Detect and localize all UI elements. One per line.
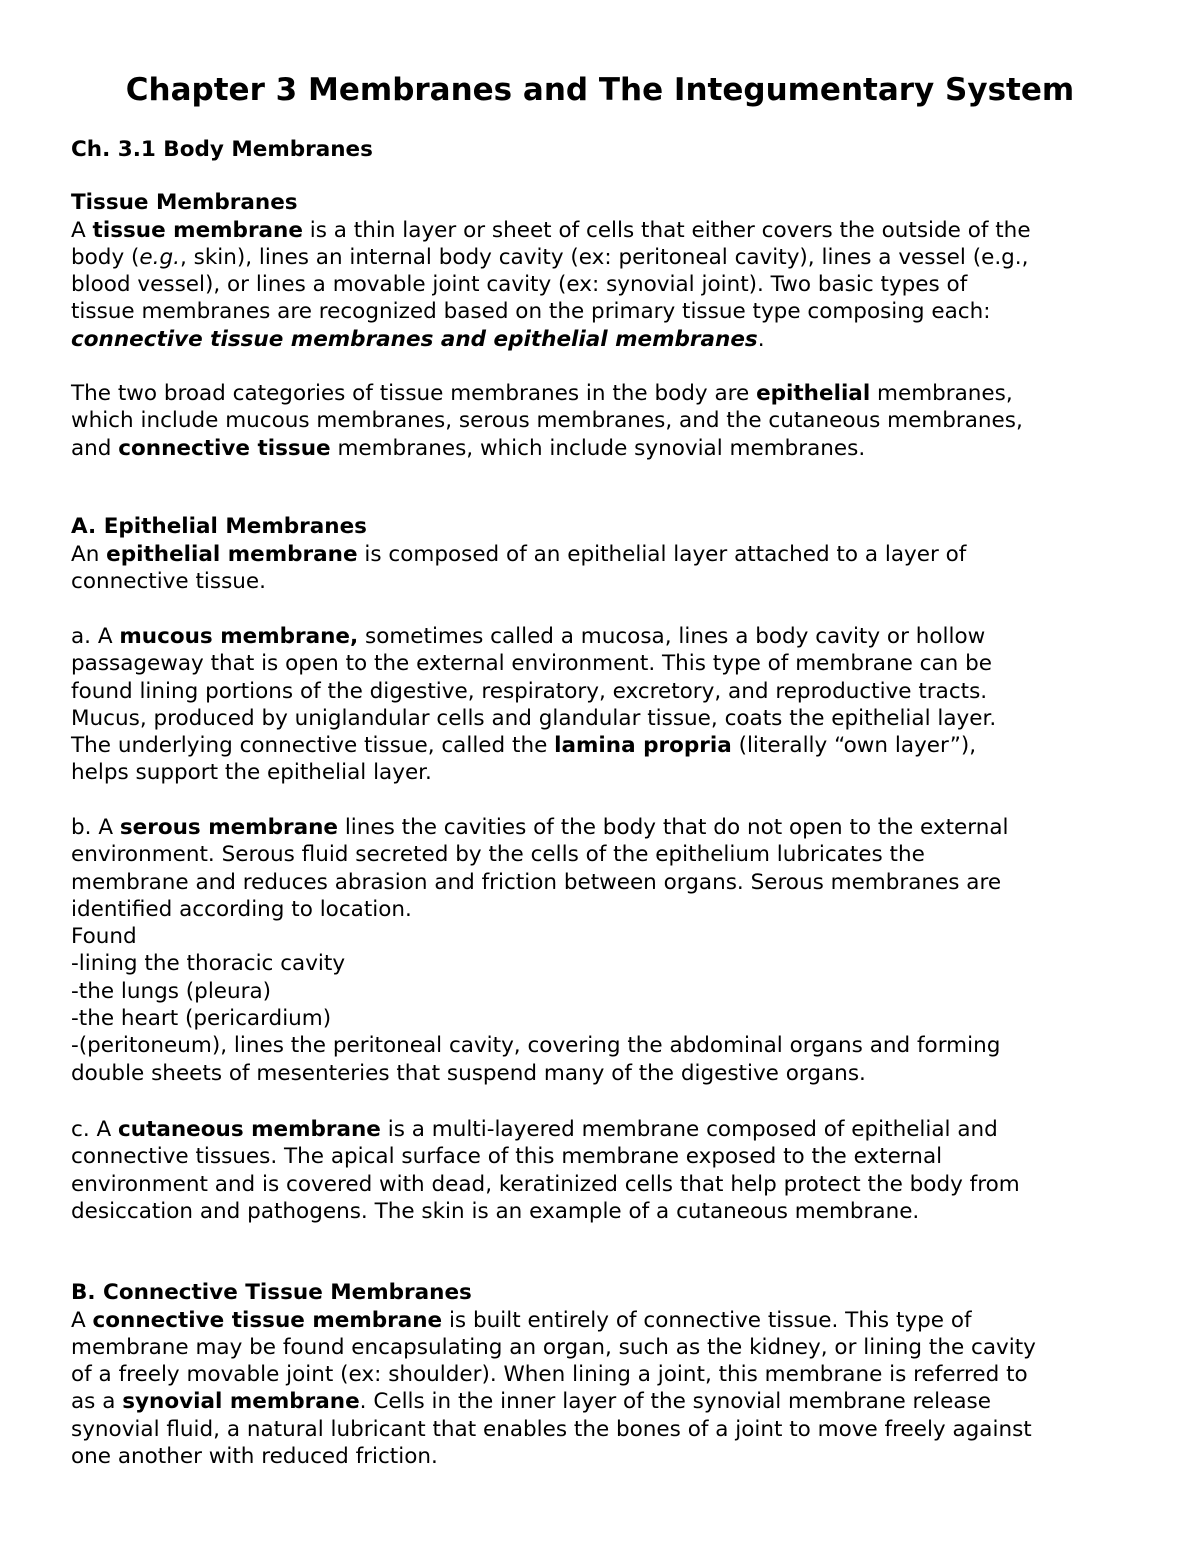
epithelial-membranes-section <box>71 513 1151 595</box>
text-line: A tissue membrane is a thin layer or sheet of cells that either covers the outside of the <box>71 217 1031 243</box>
section-heading-block <box>71 136 1151 164</box>
text-line: connective tissue. <box>71 568 266 594</box>
categories-paragraph-block <box>71 380 1151 462</box>
text-line: membrane may be found encapsulating an organ, such as the kidney, or lining the cavity <box>71 1334 1036 1360</box>
list-item: -lining the thoracic cavity <box>71 951 346 977</box>
serous-membrane-paragraph <box>71 814 1151 1087</box>
text-line: connective tissue membranes and epithelial membranes. <box>71 326 765 352</box>
text-line: The underlying connective tissue, called the lamina propria (literally “own layer”), <box>71 733 977 759</box>
text-line: body (e.g., skin), lines an internal body cavity (ex: peritoneal cavity), lines a vessel (e.g., <box>71 244 1029 270</box>
text-line: Found <box>71 924 137 950</box>
text-line: The two broad categories of tissue membranes in the body are epithelial membranes, <box>71 381 1013 406</box>
list-item: -the heart (pericardium) <box>71 1006 332 1032</box>
text-line: one another with reduced friction. <box>71 1443 438 1469</box>
term-epithelial-membrane: epithelial membrane <box>106 541 358 567</box>
term-connective-tissue-membrane: connective tissue membrane <box>92 1307 443 1333</box>
text-line: environment. Serous fluid secreted by the cells of the epithelium lubricates the <box>71 842 925 868</box>
text-line: of a freely movable joint (ex: shoulder). When lining a joint, this membrane is referred to <box>71 1362 1028 1388</box>
section-heading: Ch. 3.1 Body Membranes <box>71 137 373 162</box>
tissue-membranes-section <box>71 189 1151 353</box>
mucous-membrane-paragraph <box>71 623 1151 787</box>
text-line: desiccation and pathogens. The skin is an example of a cutaneous membrane. <box>71 1198 920 1224</box>
list-item: -the lungs (pleura) <box>71 978 272 1004</box>
text-line: connective tissues. The apical surface of this membrane exposed to the external <box>71 1144 943 1170</box>
connective-tissue-membranes-section <box>71 1279 1151 1470</box>
term-tissue-membrane: tissue membrane <box>92 217 303 243</box>
epithelial-membranes-paragraph <box>71 541 1151 596</box>
text-line: passageway that is open to the external environment. This type of membrane can be <box>71 651 993 677</box>
text-line: found lining portions of the digestive, respiratory, excretory, and reproductive tracts. <box>71 678 988 704</box>
text-line: environment and is covered with dead, keratinized cells that help protect the body from <box>71 1171 1020 1197</box>
text-line: helps support the epithelial layer. <box>71 760 432 786</box>
term-mucous-membrane: mucous membrane, <box>119 624 359 649</box>
cutaneous-membrane-block <box>71 1116 1151 1225</box>
text-line: b. A serous membrane lines the cavities of the body that do not open to the external <box>71 815 1009 840</box>
text-line: tissue membranes are recognized based on the primary tissue type composing each: <box>71 299 991 325</box>
term-connective-tissue: connective tissue <box>118 435 331 461</box>
text-line: blood vessel), or lines a movable joint cavity (ex: synovial joint). Two basic types of <box>71 272 968 298</box>
mucous-membrane-block <box>71 623 1151 787</box>
cutaneous-membrane-paragraph <box>71 1116 1151 1225</box>
connective-tissue-membranes-paragraph <box>71 1307 1151 1471</box>
term-synovial-membrane: synovial membrane <box>122 1389 360 1415</box>
text-line: membrane and reduces abrasion and friction between organs. Serous membranes are <box>71 869 1002 895</box>
term-serous-membrane: serous membrane <box>119 815 338 840</box>
italic-eg: e.g. <box>139 244 180 270</box>
text-line: A connective tissue membrane is built entirely of connective tissue. This type of <box>71 1307 972 1333</box>
text-line: which include mucous membranes, serous membranes, and the cutaneous membranes, <box>71 408 1023 434</box>
tissue-membranes-heading: Tissue Membranes <box>71 190 298 215</box>
categories-paragraph <box>71 380 1151 462</box>
emphasis-membrane-types: connective tissue membranes and epithelial membranes <box>71 326 758 352</box>
text-line: a. A mucous membrane, sometimes called a mucosa, lines a body cavity or hollow <box>71 624 986 649</box>
term-epithelial: epithelial <box>756 381 871 406</box>
connective-tissue-membranes-heading: B. Connective Tissue Membranes <box>71 1280 472 1305</box>
text-line: c. A cutaneous membrane is a multi-layered membrane composed of epithelial and <box>71 1117 998 1142</box>
text-line: An epithelial membrane is composed of an epithelial layer attached to a layer of <box>71 541 967 567</box>
text-line: Mucus, produced by uniglandular cells and glandular tissue, coats the epithelial layer. <box>71 705 997 731</box>
tissue-membranes-paragraph <box>71 217 1151 353</box>
list-item: -(peritoneum), lines the peritoneal cavity, covering the abdominal organs and forming <box>71 1033 1001 1059</box>
page-title: Chapter 3 Membranes and The Integumentary System <box>125 72 1075 108</box>
text-line: as a synovial membrane. Cells in the inner layer of the synovial membrane release <box>71 1389 991 1415</box>
epithelial-membranes-heading: A. Epithelial Membranes <box>71 514 367 539</box>
serous-membrane-block <box>71 814 1151 1087</box>
term-lamina-propria: lamina propria <box>554 733 732 759</box>
text-line: synovial fluid, a natural lubricant that enables the bones of a joint to move freely against <box>71 1416 1032 1442</box>
text-line: and connective tissue membranes, which include synovial membranes. <box>71 435 866 461</box>
text-line: double sheets of mesenteries that suspend many of the digestive organs. <box>71 1060 866 1086</box>
term-cutaneous-membrane: cutaneous membrane <box>118 1117 381 1142</box>
text-line: identified according to location. <box>71 896 412 922</box>
